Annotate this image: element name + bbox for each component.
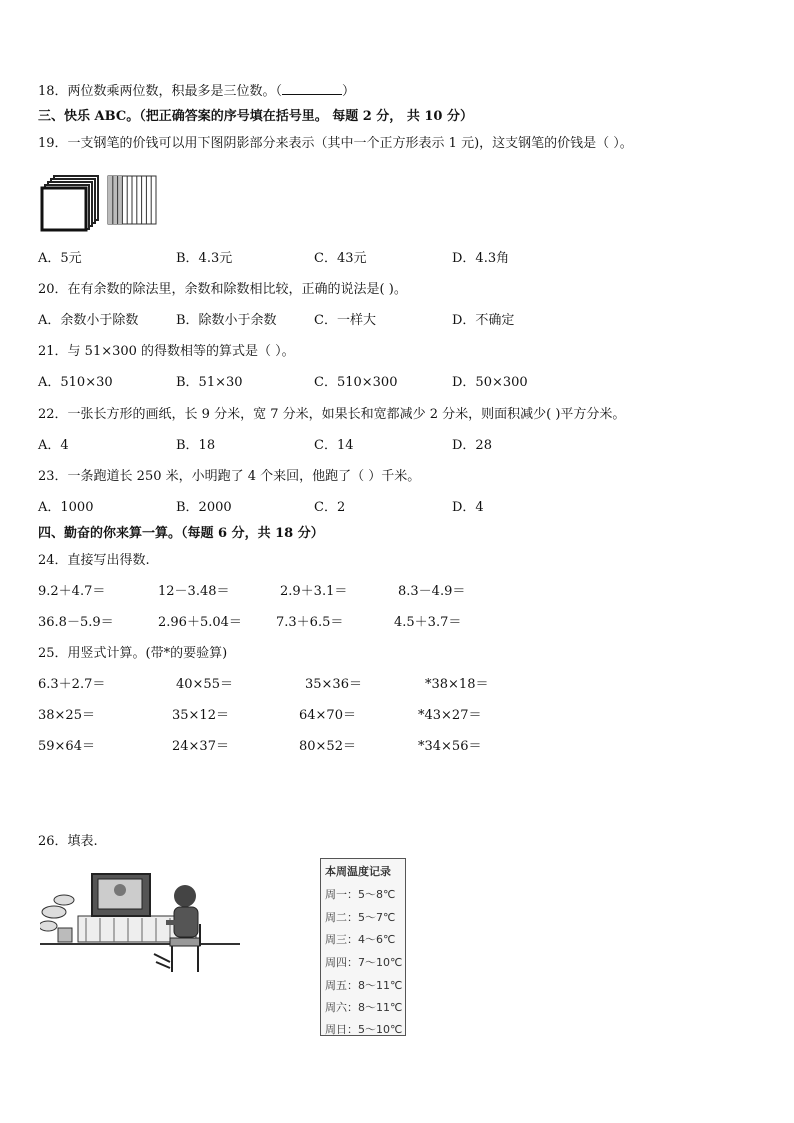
question-25-text: 25．用竖式计算。(带*的要验算) <box>38 646 228 661</box>
question-22-text: 22．一张长方形的画纸，长 9 分米，宽 7 分米，如果长和宽都减少 2 分米，则面积减少( )平方分米。 <box>38 407 626 422</box>
q19-option-c[interactable]: C．43元 <box>314 251 367 266</box>
q25-item: 64×70＝ <box>299 708 356 723</box>
q20-option-d[interactable]: D．不确定 <box>452 313 515 328</box>
q24-item: 9.2＋4.7＝ <box>38 584 106 599</box>
question-19-text: 19．一支钢笔的价钱可以用下图阴影部分来表示（其中一个正方形表示 1 元)，这支钢笔的价钱是（ ）。 <box>38 136 633 151</box>
q25-item: *34×56＝ <box>418 739 482 754</box>
q22-option-d[interactable]: D．28 <box>452 438 492 453</box>
q19-option-d[interactable]: D．4.3角 <box>452 251 510 266</box>
question-23-text: 23．一条跑道长 250 米，小明跑了 4 个来回，他跑了（ ）千米。 <box>38 469 421 484</box>
q25-item: 6.3＋2.7＝ <box>38 677 106 692</box>
q22-option-c[interactable]: C．14 <box>314 438 354 453</box>
q25-item: *43×27＝ <box>418 708 482 723</box>
section-3-heading: 三、快乐 ABC。（把正确答案的序号填在括号里。 每题 2 分， 共 10 分） <box>38 109 473 124</box>
q21-option-b[interactable]: B．51×30 <box>176 375 243 390</box>
tenths-strip <box>108 176 156 224</box>
temperature-row: 周四：7～10℃ <box>325 956 403 969</box>
temperature-row: 周二：5～7℃ <box>325 911 396 924</box>
question-18 <box>38 82 355 100</box>
q19-option-b[interactable]: B．4.3元 <box>176 251 233 266</box>
q22-option-a[interactable]: A．4 <box>38 438 69 453</box>
q24-item: 7.3＋6.5＝ <box>276 615 344 630</box>
q24-item: 12－3.48＝ <box>158 584 230 599</box>
question-21-text: 21．与 51×300 的得数相等的算式是（ ）。 <box>38 344 295 359</box>
q24-item: 2.96＋5.04＝ <box>158 615 242 630</box>
temperature-record-card <box>320 858 406 1036</box>
q25-item: 80×52＝ <box>299 739 356 754</box>
temperature-row: 周五：8～11℃ <box>325 979 403 992</box>
answer-blank[interactable] <box>282 82 342 95</box>
q22-option-b[interactable]: B．18 <box>176 438 216 453</box>
temperature-row: 周日：5～10℃ <box>325 1023 403 1036</box>
boy-watching-tv-illustration <box>40 862 240 980</box>
q25-item: 38×25＝ <box>38 708 95 723</box>
temperature-row: 周三：4～6℃ <box>325 933 396 946</box>
q24-item: 4.5＋3.7＝ <box>394 615 462 630</box>
q25-item: 24×37＝ <box>172 739 229 754</box>
q21-option-c[interactable]: C．510×300 <box>314 375 398 390</box>
question-26-text: 26．填表. <box>38 834 98 849</box>
question-24-text: 24．直接写出得数. <box>38 553 150 568</box>
q24-item: 36.8－5.9＝ <box>38 615 114 630</box>
q25-item: 59×64＝ <box>38 739 95 754</box>
section-4-heading: 四、勤奋的你来算一算。（每题 6 分，共 18 分） <box>38 526 324 541</box>
temperature-row: 周一：5～8℃ <box>325 888 396 901</box>
temperature-record-title: 本周温度记录 <box>325 865 391 878</box>
q23-option-d[interactable]: D．4 <box>452 500 484 515</box>
q19-option-a[interactable]: A．5元 <box>38 251 82 266</box>
q20-option-a[interactable]: A．余数小于除数 <box>38 313 139 328</box>
q20-option-c[interactable]: C．一样大 <box>314 313 376 328</box>
q25-item: *38×18＝ <box>425 677 489 692</box>
temperature-row: 周六：8～11℃ <box>325 1001 403 1014</box>
question-20-text: 20．在有余数的除法里，余数和除数相比较，正确的说法是( )。 <box>38 282 407 297</box>
q25-item: 35×36＝ <box>305 677 362 692</box>
q23-option-a[interactable]: A．1000 <box>38 500 94 515</box>
q21-option-a[interactable]: A．510×30 <box>38 375 113 390</box>
question-18-close: ） <box>342 84 356 99</box>
q24-item: 8.3－4.9＝ <box>398 584 466 599</box>
q24-item: 2.9＋3.1＝ <box>280 584 348 599</box>
q25-item: 35×12＝ <box>172 708 229 723</box>
q25-item: 40×55＝ <box>176 677 233 692</box>
q21-option-d[interactable]: D．50×300 <box>452 375 528 390</box>
q20-option-b[interactable]: B．除数小于余数 <box>176 313 277 328</box>
money-squares-figure <box>40 170 160 232</box>
square-1 <box>42 188 86 230</box>
q23-option-c[interactable]: C．2 <box>314 500 346 515</box>
q23-option-b[interactable]: B．2000 <box>176 500 232 515</box>
question-18-text: 18．两位数乘两位数，积最多是三位数。（ <box>38 84 283 99</box>
